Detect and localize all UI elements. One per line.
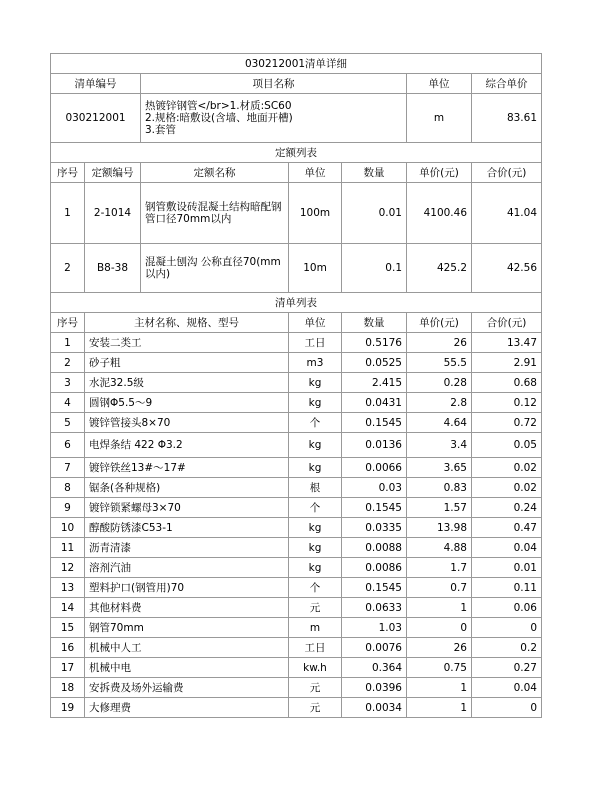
material-qty: 0.0086 — [342, 558, 407, 578]
material-seq: 2 — [51, 353, 85, 373]
material-qty: 1.03 — [342, 618, 407, 638]
quota-col-seq: 序号 — [51, 163, 85, 183]
materials-section-row — [51, 293, 542, 313]
quota-col-name: 定额名称 — [141, 163, 289, 183]
material-price: 26 — [407, 333, 472, 353]
code-header: 清单编号 — [51, 74, 141, 94]
material-price: 1 — [407, 598, 472, 618]
item-price: 83.61 — [472, 94, 542, 143]
material-total: 0.47 — [472, 518, 542, 538]
material-unit: m — [289, 618, 342, 638]
price-header: 综合单价 — [472, 74, 542, 94]
quota-code: B8-38 — [85, 244, 141, 293]
material-price: 55.5 — [407, 353, 472, 373]
material-seq: 19 — [51, 698, 85, 718]
material-price: 0.7 — [407, 578, 472, 598]
material-qty: 2.415 — [342, 373, 407, 393]
quota-section-title: 定额列表 — [51, 143, 542, 163]
unit-header: 单位 — [407, 74, 472, 94]
material-unit: 个 — [289, 413, 342, 433]
table-row — [51, 353, 542, 373]
material-unit: kg — [289, 558, 342, 578]
table-row — [51, 698, 542, 718]
material-unit: kw.h — [289, 658, 342, 678]
table-row — [51, 498, 542, 518]
table-row — [51, 518, 542, 538]
material-total: 0.2 — [472, 638, 542, 658]
material-price: 1.7 — [407, 558, 472, 578]
material-price: 3.4 — [407, 433, 472, 458]
material-qty: 0.0525 — [342, 353, 407, 373]
materials-col-unit: 单位 — [289, 313, 342, 333]
material-seq: 14 — [51, 598, 85, 618]
material-seq: 6 — [51, 433, 85, 458]
page-title: 030212001清单详细 — [51, 54, 542, 74]
material-price: 1 — [407, 698, 472, 718]
material-seq: 13 — [51, 578, 85, 598]
material-total: 0.02 — [472, 478, 542, 498]
material-unit: 元 — [289, 698, 342, 718]
material-unit: kg — [289, 518, 342, 538]
material-total: 0.72 — [472, 413, 542, 433]
quota-total: 42.56 — [472, 244, 542, 293]
material-price: 1.57 — [407, 498, 472, 518]
material-price: 0.83 — [407, 478, 472, 498]
material-unit: kg — [289, 458, 342, 478]
item-code: 030212001 — [51, 94, 141, 143]
material-name: 锯条(各种规格) — [85, 478, 289, 498]
quota-price: 425.2 — [407, 244, 472, 293]
table-row — [51, 373, 542, 393]
material-unit: m3 — [289, 353, 342, 373]
material-price: 3.65 — [407, 458, 472, 478]
material-unit: kg — [289, 373, 342, 393]
material-seq: 18 — [51, 678, 85, 698]
bill-detail-table — [50, 53, 542, 718]
material-qty: 0.1545 — [342, 578, 407, 598]
material-name: 塑料护口(钢管用)70 — [85, 578, 289, 598]
material-total: 0.11 — [472, 578, 542, 598]
quota-total: 41.04 — [472, 183, 542, 244]
material-seq: 8 — [51, 478, 85, 498]
quota-qty: 0.01 — [342, 183, 407, 244]
material-total: 0 — [472, 698, 542, 718]
material-name: 砂子粗 — [85, 353, 289, 373]
quota-col-qty: 数量 — [342, 163, 407, 183]
quota-price: 4100.46 — [407, 183, 472, 244]
material-qty: 0.0088 — [342, 538, 407, 558]
material-name: 醇酸防锈漆C53-1 — [85, 518, 289, 538]
material-qty: 0.1545 — [342, 413, 407, 433]
material-name: 电焊条结 422 Φ3.2 — [85, 433, 289, 458]
material-name: 安拆费及场外运输费 — [85, 678, 289, 698]
materials-header-row — [51, 313, 542, 333]
material-total: 0 — [472, 618, 542, 638]
material-total: 13.47 — [472, 333, 542, 353]
item-name-line: 热镀锌钢管</br>1.材质:SC60 — [145, 100, 292, 112]
material-name: 其他材料费 — [85, 598, 289, 618]
quota-qty: 0.1 — [342, 244, 407, 293]
material-total: 0.24 — [472, 498, 542, 518]
material-qty: 0.0396 — [342, 678, 407, 698]
material-unit: 元 — [289, 678, 342, 698]
material-name: 大修理费 — [85, 698, 289, 718]
material-seq: 9 — [51, 498, 85, 518]
material-unit: 元 — [289, 598, 342, 618]
quota-col-unit: 单位 — [289, 163, 342, 183]
material-total: 0.04 — [472, 678, 542, 698]
table-row — [51, 458, 542, 478]
material-seq: 16 — [51, 638, 85, 658]
material-price: 0 — [407, 618, 472, 638]
table-row — [51, 393, 542, 413]
quota-col-total: 合价(元) — [472, 163, 542, 183]
table-row — [51, 558, 542, 578]
material-qty: 0.0066 — [342, 458, 407, 478]
material-unit: 工日 — [289, 638, 342, 658]
material-price: 4.64 — [407, 413, 472, 433]
table-row — [51, 578, 542, 598]
material-qty: 0.0034 — [342, 698, 407, 718]
material-qty: 0.0633 — [342, 598, 407, 618]
quota-seq: 1 — [51, 183, 85, 244]
material-price: 26 — [407, 638, 472, 658]
title-row — [51, 54, 542, 74]
quota-row — [51, 244, 542, 293]
material-price: 0.75 — [407, 658, 472, 678]
material-price: 2.8 — [407, 393, 472, 413]
material-name: 机械中人工 — [85, 638, 289, 658]
material-total: 0.04 — [472, 538, 542, 558]
material-qty: 0.0136 — [342, 433, 407, 458]
material-unit: kg — [289, 393, 342, 413]
material-total: 0.12 — [472, 393, 542, 413]
quota-col-price: 单价(元) — [407, 163, 472, 183]
material-name: 镀锌铁丝13#～17# — [85, 458, 289, 478]
material-name: 钢管70mm — [85, 618, 289, 638]
table-row — [51, 618, 542, 638]
materials-col-price: 单价(元) — [407, 313, 472, 333]
table-row — [51, 538, 542, 558]
quota-unit: 10m — [289, 244, 342, 293]
material-unit: kg — [289, 433, 342, 458]
material-qty: 0.0431 — [342, 393, 407, 413]
materials-col-qty: 数量 — [342, 313, 407, 333]
quota-header-row — [51, 163, 542, 183]
material-total: 0.05 — [472, 433, 542, 458]
material-unit: 个 — [289, 578, 342, 598]
table-row — [51, 598, 542, 618]
item-row — [51, 94, 542, 143]
table-row — [51, 478, 542, 498]
material-name: 机械中电 — [85, 658, 289, 678]
material-qty: 0.5176 — [342, 333, 407, 353]
table-row — [51, 413, 542, 433]
material-seq: 1 — [51, 333, 85, 353]
material-total: 0.68 — [472, 373, 542, 393]
material-seq: 5 — [51, 413, 85, 433]
name-header: 项目名称 — [141, 74, 407, 94]
material-total: 0.01 — [472, 558, 542, 578]
material-total: 2.91 — [472, 353, 542, 373]
materials-col-total: 合价(元) — [472, 313, 542, 333]
material-price: 0.28 — [407, 373, 472, 393]
material-seq: 15 — [51, 618, 85, 638]
material-seq: 10 — [51, 518, 85, 538]
material-seq: 7 — [51, 458, 85, 478]
material-price: 13.98 — [407, 518, 472, 538]
material-unit: kg — [289, 538, 342, 558]
quota-code: 2-1014 — [85, 183, 141, 244]
material-name: 安装二类工 — [85, 333, 289, 353]
table-row — [51, 638, 542, 658]
table-row — [51, 333, 542, 353]
material-name: 水泥32.5级 — [85, 373, 289, 393]
table-row — [51, 678, 542, 698]
material-seq: 4 — [51, 393, 85, 413]
material-name: 溶剂汽油 — [85, 558, 289, 578]
material-seq: 3 — [51, 373, 85, 393]
material-name: 圆钢Φ5.5～9 — [85, 393, 289, 413]
quota-row — [51, 183, 542, 244]
table-row — [51, 658, 542, 678]
quota-unit: 100m — [289, 183, 342, 244]
material-unit: 工日 — [289, 333, 342, 353]
material-name: 镀锌锁紧螺母3×70 — [85, 498, 289, 518]
material-qty: 0.0076 — [342, 638, 407, 658]
material-qty: 0.03 — [342, 478, 407, 498]
material-seq: 17 — [51, 658, 85, 678]
item-name-line: 2.规格:暗敷设(含墙、地面开槽) — [145, 112, 293, 124]
material-qty: 0.1545 — [342, 498, 407, 518]
material-seq: 11 — [51, 538, 85, 558]
table-row — [51, 433, 542, 458]
material-price: 4.88 — [407, 538, 472, 558]
material-price: 1 — [407, 678, 472, 698]
material-qty: 0.0335 — [342, 518, 407, 538]
material-qty: 0.364 — [342, 658, 407, 678]
quota-section-row — [51, 143, 542, 163]
material-total: 0.27 — [472, 658, 542, 678]
header-row — [51, 74, 542, 94]
materials-section-title: 清单列表 — [51, 293, 542, 313]
quota-col-code: 定额编号 — [85, 163, 141, 183]
quota-name: 混凝土刨沟 公称直径70(mm以内) — [141, 244, 289, 293]
material-unit: 根 — [289, 478, 342, 498]
material-name: 沥青清漆 — [85, 538, 289, 558]
item-unit: m — [407, 94, 472, 143]
item-name — [141, 94, 407, 143]
material-name: 镀锌管接头8×70 — [85, 413, 289, 433]
material-total: 0.06 — [472, 598, 542, 618]
materials-col-name: 主材名称、规格、型号 — [85, 313, 289, 333]
materials-col-seq: 序号 — [51, 313, 85, 333]
quota-seq: 2 — [51, 244, 85, 293]
quota-name: 钢管敷设砖混凝土结构暗配钢管口径70mm以内 — [141, 183, 289, 244]
material-unit: 个 — [289, 498, 342, 518]
item-name-line: 3.套管 — [145, 124, 177, 136]
material-total: 0.02 — [472, 458, 542, 478]
material-seq: 12 — [51, 558, 85, 578]
